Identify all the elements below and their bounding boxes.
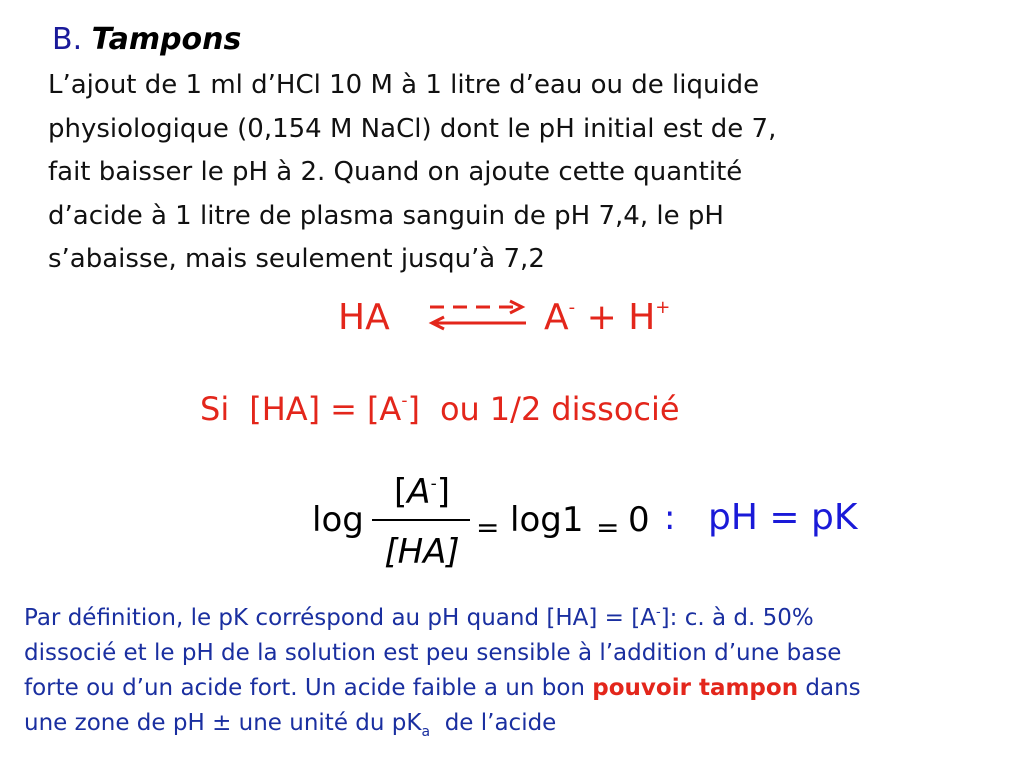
formula-denominator: [HA] [384, 532, 460, 572]
intro-paragraph [48, 64, 978, 282]
condition-a-close: ] [407, 390, 420, 428]
formula-zero: 0 [628, 500, 650, 540]
definition-paragraph [24, 601, 1004, 741]
condition-ha: [HA] [249, 390, 321, 428]
highlight-pouvoir-tampon: pouvoir tampon [592, 675, 799, 701]
definition-text: forte ou d’un acide fort. Un acide faible a un bon [24, 675, 585, 701]
num-charge: - [430, 474, 437, 494]
equilibrium-equation [0, 291, 1024, 345]
condition-si: Si [200, 390, 230, 428]
section-word: Tampons [91, 22, 242, 57]
definition-text: ]: c. à d. 50% [660, 605, 814, 631]
intro-line: L’ajout de 1 ml d’HCl 10 M à 1 litre d’eau ou de liquide [48, 70, 760, 100]
section-letter: B. [52, 22, 83, 57]
condition-fraction: 1/2 [489, 390, 542, 428]
definition-charge: - [655, 605, 661, 620]
num-symbol: A [407, 472, 431, 512]
condition-dissocie: dissocié [551, 390, 680, 428]
intro-line: d’acide à 1 litre de plasma sanguin de pH 7,4, le pH [48, 200, 724, 231]
definition-line [24, 706, 1004, 741]
num-open: [ [394, 472, 408, 512]
definition-text: de l’acide [444, 710, 557, 736]
pka-subscript: a [421, 724, 431, 740]
intro-line: physiologique (0,154 M NaCl) dont le pH initial est de 7, [48, 113, 777, 144]
formula-log1: log1 [510, 500, 584, 540]
formula-result: pH = pK [708, 497, 858, 538]
intro-line: fait baisser le pH à 2. Quand on ajoute cette quantité [48, 157, 743, 187]
half-dissociation-condition [200, 386, 680, 432]
definition-line [24, 601, 1004, 636]
formula-colon: : [664, 498, 676, 538]
product-side [544, 291, 670, 345]
definition-line [24, 671, 1004, 706]
reactant-ha: HA [338, 297, 390, 338]
definition-text: Par définition, le pK corréspond au pH quand [HA] = [A [24, 605, 656, 631]
formula-equals-1: = [476, 511, 500, 544]
fraction-bar [372, 519, 470, 521]
plus-sign: + [586, 297, 617, 338]
equilibrium-arrows-icon [426, 297, 530, 331]
definition-text: une zone de pH ± une unité du pK [24, 710, 422, 736]
product-anion: A [544, 297, 569, 338]
condition-a-charge: - [401, 391, 408, 411]
condition-ou: ou [439, 390, 480, 428]
formula-equals-2: = [596, 511, 620, 544]
definition-text: dans [805, 675, 861, 701]
formula-numerator [380, 470, 464, 514]
intro-line: s’abaisse, mais seulement jusqu’à 7,2 [48, 244, 545, 274]
num-close: ] [436, 472, 450, 512]
anion-charge: - [568, 297, 576, 318]
formula-log: log [312, 500, 364, 540]
section-title [52, 22, 241, 58]
product-cation: H [628, 297, 656, 338]
condition-a-open: [A [366, 390, 402, 428]
condition-equals: = [330, 390, 357, 428]
definition-line: dissocié et le pH de la solution est peu sensible à l’addition d’une base [24, 640, 842, 666]
cation-charge: + [655, 297, 671, 318]
